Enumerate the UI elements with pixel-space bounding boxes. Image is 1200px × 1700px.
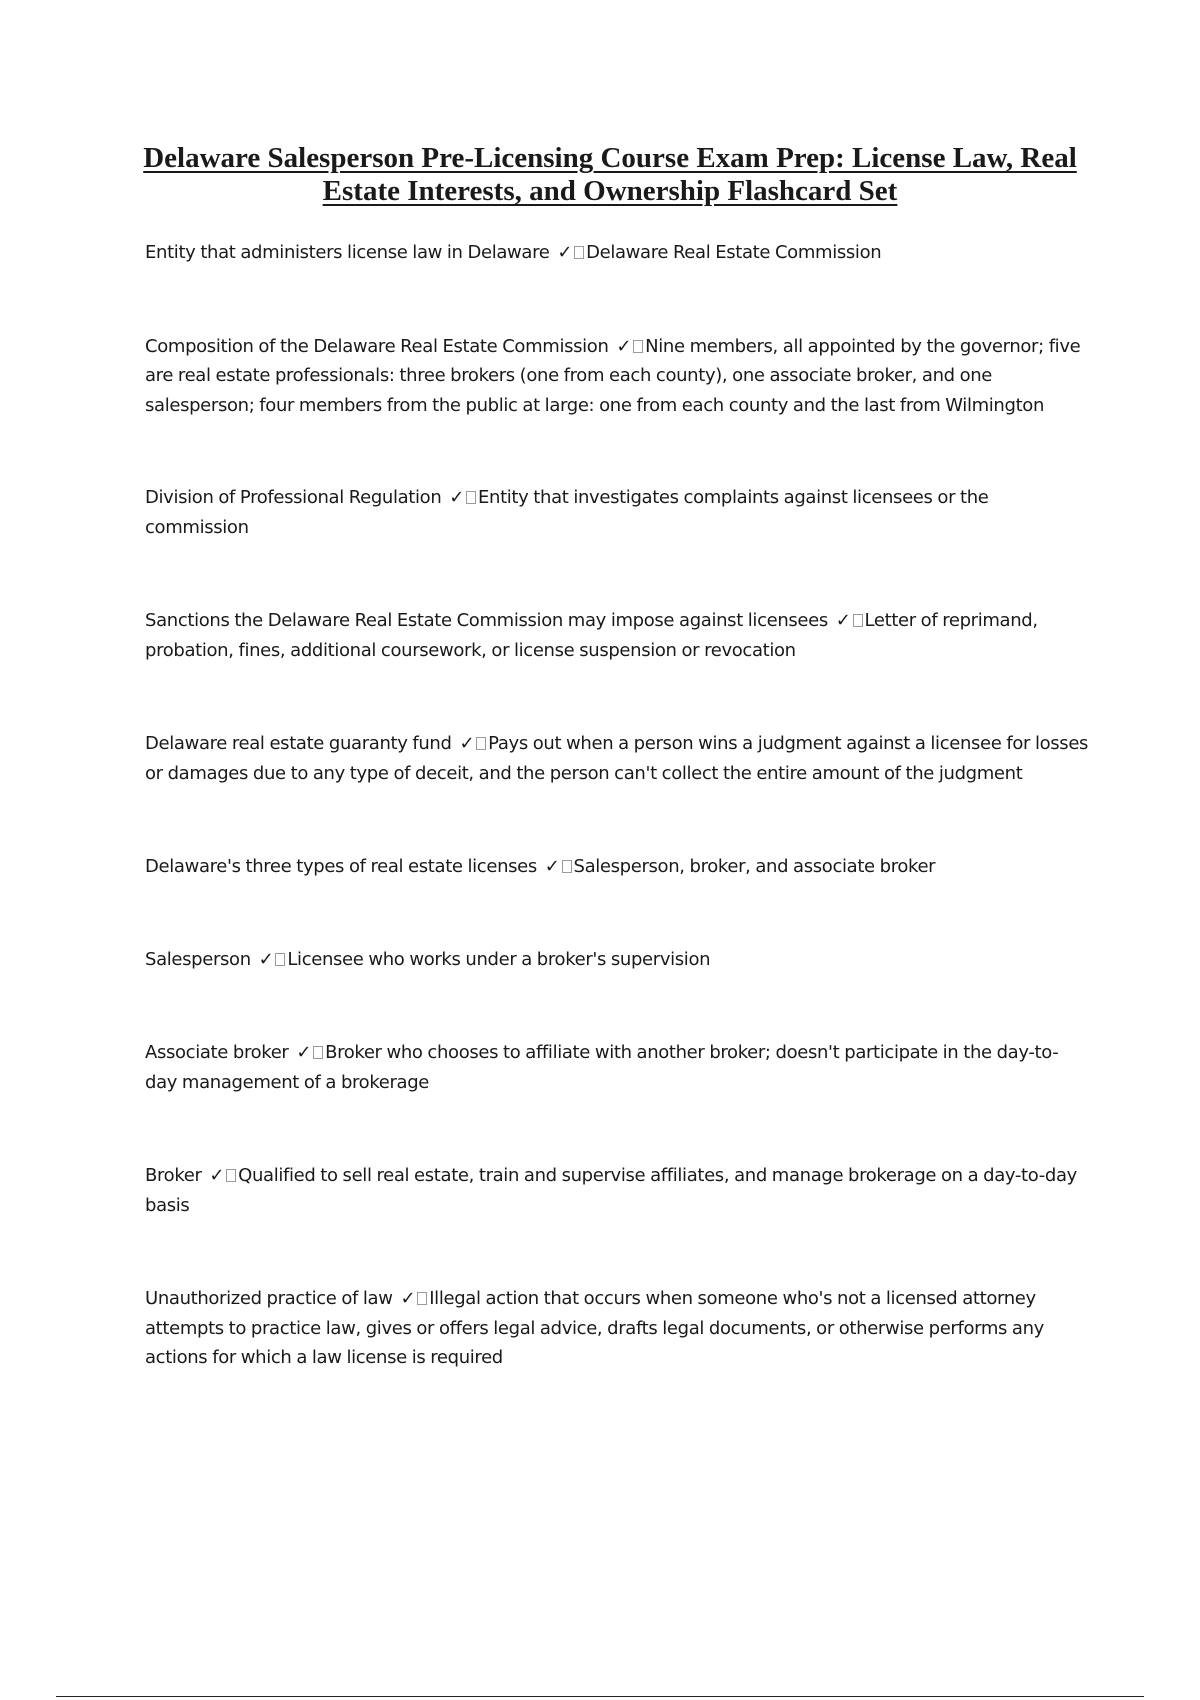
flashcard-term: Delaware's three types of real estate licenses	[145, 856, 537, 877]
flashcard	[145, 1161, 1090, 1220]
flashcard	[145, 852, 1090, 882]
check-icon: ✓	[449, 487, 464, 508]
check-icon: ✓	[209, 1165, 225, 1186]
check-icon: ✓	[544, 856, 560, 877]
flashcard-answer: Qualified to sell real estate, train and supervise affiliates, and manage brokerage on a day-to-day basis	[145, 1165, 1077, 1216]
flashcard-answer: Broker who chooses to affiliate with another broker; doesn't participate in the day-to-day management of a brokerage	[145, 1042, 1059, 1093]
flashcard	[145, 332, 1090, 421]
flashcard-answer: Delaware Real Estate Commission	[586, 242, 882, 263]
placeholder-box-icon	[226, 1169, 236, 1182]
check-icon: ✓	[616, 335, 632, 357]
flashcard	[145, 1284, 1090, 1373]
flashcard	[145, 606, 1090, 665]
flashcard-answer: Licensee who works under a broker's supervision	[287, 948, 711, 970]
check-icon: ✓	[557, 242, 573, 263]
flashcard	[145, 729, 1090, 788]
check-icon: ✓	[400, 1288, 416, 1309]
flashcard-term: Sanctions the Delaware Real Estate Commission may impose against licensees	[145, 610, 828, 631]
flashcard-term: Composition of the Delaware Real Estate Commission	[145, 335, 609, 357]
page-title	[140, 142, 1080, 208]
flashcard-answer: Nine members, all appointed by the governor; five are real estate professionals: three brokers (one from each county), one associate broker, and one salesperson; four members from the public at large: one from each county and the last from Wilmington	[145, 335, 1081, 416]
flashcard-answer: Letter of reprimand, probation, fines, additional coursework, or license suspension or revocation	[145, 610, 1038, 661]
flashcard	[145, 945, 1090, 975]
flashcard-term: Delaware real estate guaranty fund	[145, 733, 452, 754]
flashcard-term: Entity that administers license law in Delaware	[145, 242, 550, 263]
flashcard	[145, 238, 1090, 268]
placeholder-box-icon	[275, 953, 285, 966]
flashcard	[145, 1038, 1090, 1097]
flashcard-term: Unauthorized practice of law	[145, 1288, 393, 1309]
flashcard-answer: Salesperson, broker, and associate broker	[573, 856, 936, 877]
check-icon: ✓	[459, 733, 475, 754]
placeholder-box-icon	[313, 1046, 323, 1059]
placeholder-box-icon	[574, 246, 584, 259]
flashcard-term: Broker	[145, 1165, 202, 1186]
check-icon: ✓	[296, 1042, 312, 1063]
placeholder-box-icon	[476, 737, 486, 750]
flashcard	[145, 483, 1090, 542]
placeholder-box-icon	[466, 491, 476, 504]
placeholder-box-icon	[562, 860, 572, 873]
flashcard-answer: Pays out when a person wins a judgment against a licensee for losses or damages due to any type of deceit, and the person can't collect the entire amount of the judgment	[145, 733, 1089, 784]
page-title-text: Delaware Salesperson Pre-Licensing Course Exam Prep: License Law, Real Estate Interests, and Ownership Flashcard Set	[143, 142, 1077, 207]
flashcard-answer: Entity that investigates complaints against licensees or the commission	[145, 487, 989, 538]
placeholder-box-icon	[853, 614, 863, 627]
check-icon: ✓	[258, 948, 274, 970]
flashcard-list	[145, 238, 1090, 1391]
placeholder-box-icon	[633, 340, 643, 353]
flashcard-term: Division of Professional Regulation	[145, 487, 442, 508]
check-icon: ✓	[835, 610, 851, 631]
flashcard-term: Associate broker	[145, 1042, 289, 1063]
flashcard-answer: Illegal action that occurs when someone who's not a licensed attorney attempts to practice law, gives or offers legal advice, drafts legal documents, or otherwise performs any actions for which a law license is required	[145, 1288, 1044, 1368]
placeholder-box-icon	[417, 1292, 427, 1305]
flashcard-term: Salesperson	[145, 948, 251, 970]
footer-divider	[56, 1696, 1144, 1697]
